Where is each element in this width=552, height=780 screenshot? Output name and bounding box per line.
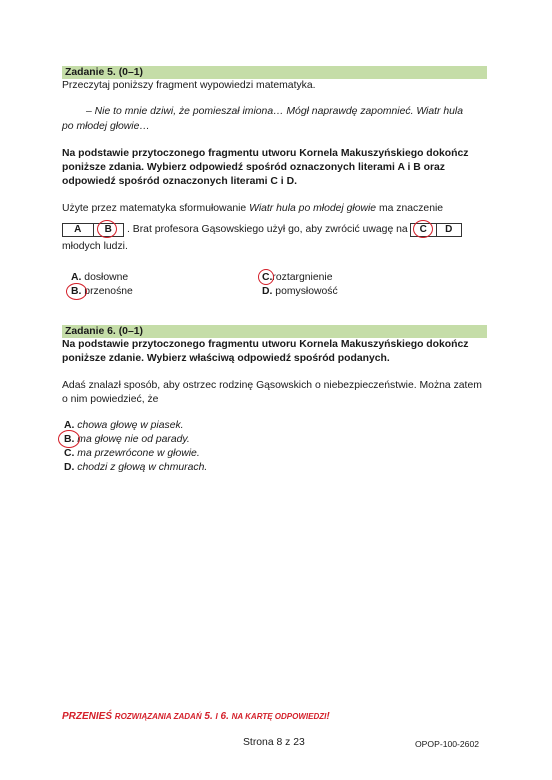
- task6-option-d[interactable]: [64, 461, 207, 475]
- notice-part: I: [215, 712, 218, 721]
- task6-instruction-1: Na podstawie przytoczonego fragmentu utworu Kornela Makuszyńskiego dokończ: [62, 339, 469, 350]
- option-letter: A.: [64, 420, 75, 431]
- task5-sentence: [62, 202, 443, 216]
- task6-option-a[interactable]: [64, 419, 184, 433]
- task5-instruction-2: poniższe zdania. Wybierz odpowiedź spośród oznaczonych literami A i B oraz: [62, 162, 445, 173]
- option-letter: D.: [64, 462, 75, 473]
- option-letter: C.: [262, 272, 273, 283]
- box-option-a[interactable]: A: [74, 224, 82, 235]
- notice-part: NA KARTĘ ODPOWIEDZI: [231, 712, 327, 721]
- selection-circle-task6-b: [58, 430, 80, 448]
- quote-line-2: po młodej głowie…: [62, 121, 150, 132]
- task6-option-c[interactable]: [64, 447, 200, 461]
- option-text: ma głowę nie od parady.: [77, 434, 190, 445]
- selection-circle-b: [97, 220, 117, 238]
- sentence-start: Użyte przez matematyka sformułowanie: [62, 203, 247, 214]
- option-letter: C.: [64, 448, 75, 459]
- selection-circle-c: [413, 220, 433, 238]
- notice-part: PRZENIEŚ: [62, 711, 113, 722]
- task5-header: Zadanie 5. (0–1): [62, 66, 487, 79]
- task5-intro: Przeczytaj poniższy fragment wypowiedzi matematyka.: [62, 80, 316, 91]
- exam-code: OPOP-100-2602: [415, 739, 480, 749]
- task6-option-b[interactable]: [64, 433, 190, 447]
- notice-part: ROZWIĄZANIA ZADAŃ: [114, 712, 202, 721]
- option-text: chowa głowę w piasek.: [77, 420, 184, 431]
- task6-instruction-2: poniższe zdanie. Wybierz właściwą odpowiedź spośród podanych.: [62, 353, 390, 364]
- box-option-b[interactable]: B: [93, 224, 124, 236]
- transfer-notice: [62, 711, 330, 722]
- sentence-end: ma znaczenie: [378, 203, 444, 214]
- page-number: Strona 8 z 23: [243, 737, 305, 748]
- quote-line-1: – Nie to mnie dziwi, że pomieszał imiona… Mógł naprawdę zapomnieć. Wiatr hula: [86, 106, 464, 117]
- box-option-c[interactable]: C: [419, 224, 427, 235]
- box-option-d[interactable]: D: [436, 224, 462, 236]
- notice-part: !: [326, 711, 330, 722]
- option-text: przenośne: [84, 286, 133, 297]
- option-text: pomysłowość: [275, 286, 338, 297]
- task6-header: Zadanie 6. (0–1): [62, 325, 487, 338]
- task6-body-2: o nim powiedzieć, że: [62, 394, 159, 405]
- task5-instruction-3: odpowiedź spośród oznaczonych literami C i D.: [62, 176, 297, 187]
- notice-part: 5.: [204, 711, 213, 722]
- task6-body-1: Adaś znalazł sposób, aby ostrzec rodzinę Gąsowskich o niebezpieczeństwie. Można zatem: [62, 380, 482, 391]
- option-letter: B.: [71, 286, 82, 297]
- option-letter: A.: [71, 272, 82, 283]
- option-letter: B.: [64, 434, 75, 445]
- selection-circle-option-c: [258, 269, 274, 285]
- task5-middle-text: . Brat profesora Gąsowskiego użył go, aby zwrócić uwagę na: [127, 224, 408, 235]
- option-d-pomysłowość[interactable]: [262, 285, 338, 299]
- option-text: ma przewrócone w głowie.: [77, 448, 200, 459]
- task5-ending: młodych ludzi.: [62, 241, 128, 252]
- sentence-italic: Wiatr hula po młodej głowie: [249, 203, 377, 214]
- task5-instruction-1: Na podstawie przytoczonego fragmentu utworu Kornela Makuszyńskiego dokończ: [62, 148, 469, 159]
- option-text: chodzi z głową w chmurach.: [77, 462, 208, 473]
- option-text: dosłowne: [84, 272, 129, 283]
- selection-circle-option-b: [66, 283, 87, 300]
- notice-part: 6.: [220, 711, 229, 722]
- option-letter: D.: [262, 286, 273, 297]
- option-text: roztargnienie: [272, 272, 333, 283]
